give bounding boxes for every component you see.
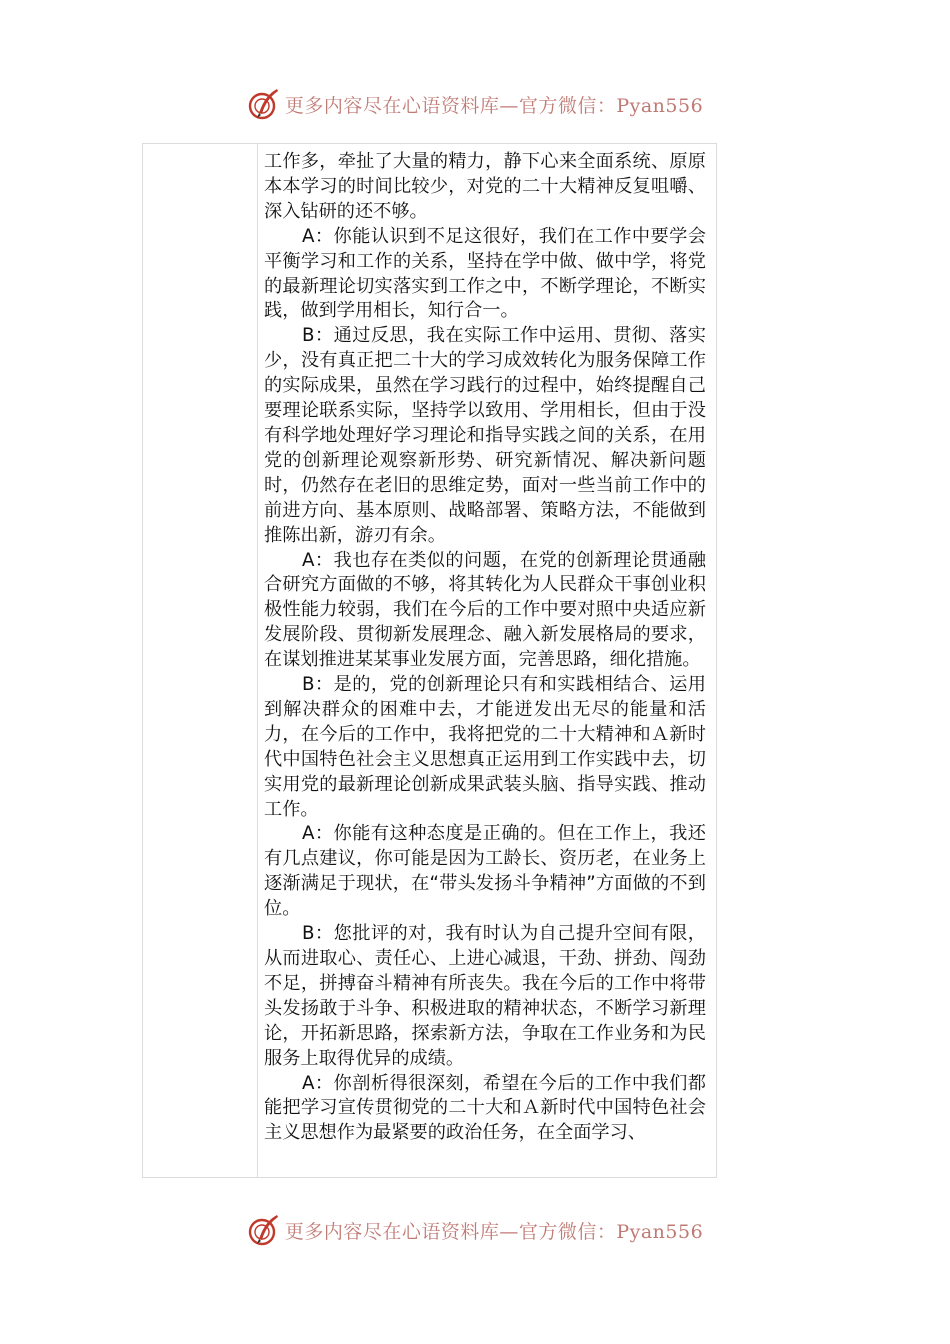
- paragraph: A：你能认识到不足这很好，我们在工作中要学会平衡学习和工作的关系，坚持在学中做、做中学，将党的最新理论切实落实到工作之中，不断学理论，不断实践，做到学用相长，知行合一。: [264, 225, 706, 322]
- paragraph: B：通过反思，我在实际工作中运用、贯彻、落实少，没有真正把二十大的学习成效转化为服务保障工作的实际成果，虽然在学习践行的过程中，始终提醒自己要理论联系实际，坚持学以致用、学用相长，但由于没有科学地处理好学习理论和指导实践之间的关系，在用党的创新理论观察新形势、研究新情况、解决新问题时，仍然存在老旧的思维定势，面对一些当前工作中的前进方向、基本原则、战略部署、策略方法，不能做到推陈出新，游刃有余。: [264, 325, 706, 546]
- header-watermark: [0, 84, 950, 124]
- paragraph: A：你剖析得很深刻，希望在今后的工作中我们都能把学习宣传贯彻党的二十大和Ａ新时代中国特色社会主义思想作为最紧要的政治任务，在全面学习、: [264, 1072, 706, 1144]
- watermark-text: 更多内容尽在心语资料库—官方微信：Pyan556: [284, 94, 704, 117]
- paragraph: B：您批评的对，我有时认为自己提升空间有限，从而进取心、责任心、上进心减退，干劲、拼劲、闯劲不足，拼搏奋斗精神有所丧失。我在今后的工作中将带头发扬敢于斗争、积极进取的精神状态，不断学习新理论，开拓新思路，探索新方法，争取在工作业务和为民服务上取得优异的成绩。: [264, 923, 706, 1069]
- quill-logo-icon: [247, 87, 281, 121]
- left-column-cell: [143, 144, 258, 1177]
- quill-logo-icon: [247, 1213, 281, 1247]
- paragraph: A：我也存在类似的问题，在党的创新理论贯通融合研究方面做的不够，将其转化为人民群众干事创业积极性能力较弱，我们在今后的工作中要对照中央适应新发展阶段、贯彻新发展理念、融入新发展格局的要求，在谋划推进某某事业发展方面，完善思路，细化措施。: [264, 549, 706, 671]
- paragraph: B：是的，党的创新理论只有和实践相结合、运用到解决群众的困难中去，才能迸发出无尽的能量和活力，在今后的工作中，我将把党的二十大精神和Ａ新时代中国特色社会主义思想真正运用到工作实践中去，切实用党的最新理论创新成果武装头脑、指导实践、推动工作。: [264, 674, 706, 820]
- document-table: [142, 143, 717, 1178]
- watermark-text: 更多内容尽在心语资料库—官方微信：Pyan556: [284, 1220, 704, 1243]
- paragraph: 工作多，牵扯了大量的精力，静下心来全面系统、原原本本学习的时间比较少，对党的二十大精神反复咀嚼、深入钻研的还不够。: [264, 151, 706, 222]
- footer-watermark: [0, 1210, 950, 1250]
- content-cell: [258, 144, 716, 1177]
- paragraph: A：你能有这种态度是正确的。但在工作上，我还有几点建议，你可能是因为工龄长、资历老，在业务上逐渐满足于现状，在“带头发扬斗争精神”方面做的不到位。: [264, 823, 706, 920]
